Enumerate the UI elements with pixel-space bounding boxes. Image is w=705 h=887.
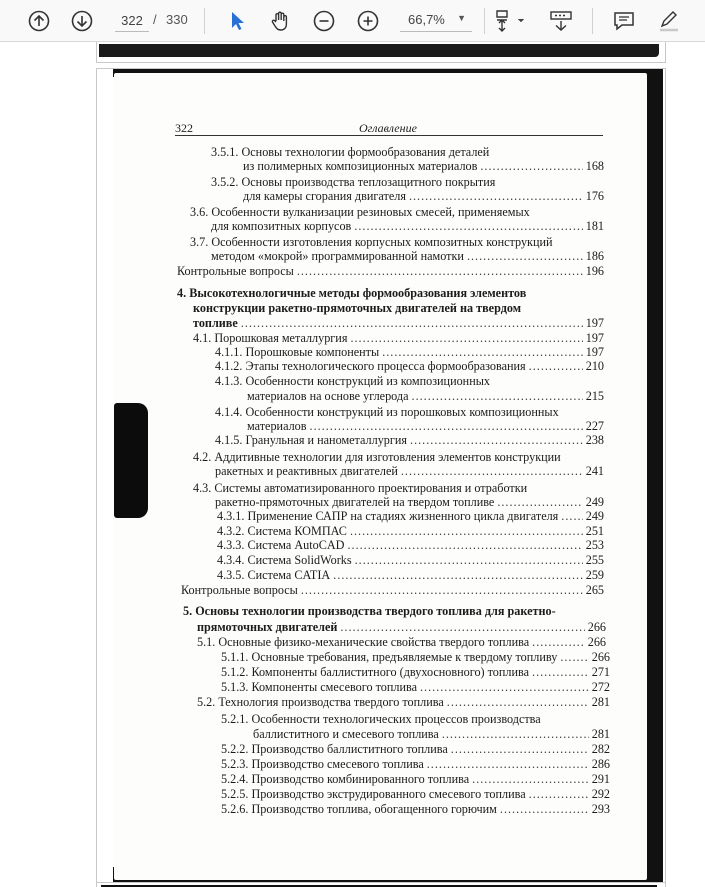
toc-entry: 4.3.1. Применение САПР на стадиях жизненного цикла двигателя ..... 249 bbox=[217, 509, 604, 523]
toc-entry: из полимерных композиционных материалов ..... 168 bbox=[243, 159, 604, 173]
fit-page-icon[interactable] bbox=[492, 7, 528, 35]
toc-entry: 3.5.2. Основы производства теплозащитного покрытия bbox=[211, 175, 496, 189]
toc-entry: 5.1. Основные физико-механические свойства твердого топлива ..... 266 bbox=[197, 635, 606, 649]
arrow-up-circle-icon[interactable] bbox=[25, 7, 53, 35]
toc-entry: 5.1.1. Основные требования, предъявляемые к твердому топливу ..... 266 bbox=[221, 650, 610, 664]
toc-entry: 3.6. Особенности вулканизации резиновых смесей, применяемых bbox=[190, 205, 530, 219]
toc-entry: 4.3.3. Система AutoCAD ..... 253 bbox=[217, 538, 604, 552]
toc-entry: 5.2. Технология производства твердого топлива ..... 281 bbox=[197, 695, 610, 709]
pen-icon[interactable] bbox=[655, 7, 683, 35]
toc-entry: 5.2.6. Производство топлива, обогащенного горючим ..... 293 bbox=[221, 802, 610, 816]
toc-entry: ракетно-прямоточных двигателей на твердом топливе ..... 249 bbox=[215, 495, 604, 509]
document-viewer[interactable] bbox=[0, 42, 705, 887]
toolbar-divider bbox=[204, 8, 205, 34]
zoom-out-icon[interactable] bbox=[310, 7, 338, 35]
scroll-mode-icon[interactable] bbox=[545, 7, 577, 35]
zoom-select[interactable] bbox=[400, 9, 472, 32]
toc-entry: 4.1.3. Особенности конструкций из композиционных bbox=[215, 374, 491, 388]
zoom-in-icon[interactable] bbox=[354, 7, 382, 35]
toc-entry: Контрольные вопросы ..... 265 bbox=[181, 583, 604, 597]
hand-icon[interactable] bbox=[266, 7, 294, 35]
zoom-value: 66,7% bbox=[408, 12, 445, 27]
toc-entry: 4.1.4. Особенности конструкций из порошковых композиционных bbox=[215, 405, 559, 419]
toc-entry: Контрольные вопросы ..... 196 bbox=[177, 264, 604, 278]
toc-entry: 5.1.2. Компоненты баллиститного (двухосновного) топлива ..... 271 bbox=[221, 665, 610, 679]
page-number-input[interactable] bbox=[115, 9, 149, 32]
toc-entry: материалов на основе углерода ..... 215 bbox=[247, 389, 604, 403]
toc-entry: 5.2.4. Производство комбинированного топлива ..... 291 bbox=[221, 772, 610, 786]
toolbar-divider bbox=[592, 8, 593, 34]
toc-entry: ракетных и реактивных двигателей ..... 241 bbox=[215, 464, 604, 478]
toc-entry: 3.5.1. Основы технологии формообразования деталей bbox=[211, 145, 490, 159]
toc-entry: 4.3.2. Система КОМПАС ..... 251 bbox=[217, 524, 604, 538]
chevron-down-icon: ▼ bbox=[457, 13, 466, 23]
toc-entry: 3.7. Особенности изготовления корпусных композитных конструкций bbox=[190, 235, 553, 249]
running-title: Оглавление bbox=[359, 121, 417, 135]
comment-icon[interactable] bbox=[610, 7, 638, 35]
toc-entry: 4.3. Системы автоматизированного проектирования и отработки bbox=[193, 481, 528, 495]
toc-entry: 4.3.5. Система CATIA ..... 259 bbox=[217, 568, 604, 582]
toc-entry: 4.1.2. Этапы технологического процесса формообразования ..... 210 bbox=[215, 359, 604, 373]
toc-entry: для композитных корпусов ..... 181 bbox=[211, 219, 604, 233]
toc-chapter: конструкции ракетно-прямоточных двигателей на твердом bbox=[193, 301, 522, 315]
toolbar-divider bbox=[484, 8, 485, 34]
page-number: 322 bbox=[175, 121, 193, 135]
toc-entry: 4.1.5. Гранульная и нанометаллургия ..... 238 bbox=[215, 433, 604, 447]
toc-entry: методом «мокрой» программированной намотки ..... 186 bbox=[211, 249, 604, 263]
toc-chapter: 4. Высокотехнологичные методы формообразования элементов bbox=[177, 286, 527, 300]
table-of-contents bbox=[97, 69, 666, 887]
next-page-edge bbox=[96, 882, 666, 887]
arrow-down-circle-icon[interactable] bbox=[68, 7, 96, 35]
toc-entry: 5.2.1. Особенности технологических процессов производства bbox=[221, 712, 541, 726]
toc-entry: 5.1.3. Компоненты смесевого топлива ..... 272 bbox=[221, 680, 610, 694]
cursor-icon[interactable] bbox=[223, 7, 251, 35]
toc-entry: баллиститного и смесевого топлива ..... 281 bbox=[253, 727, 610, 741]
pdf-page bbox=[96, 68, 666, 887]
page-total: 330 bbox=[166, 12, 188, 27]
previous-page-edge bbox=[96, 42, 666, 63]
pdf-toolbar bbox=[0, 0, 705, 42]
toc-entry: 4.1.1. Порошковые компоненты ..... 197 bbox=[215, 345, 604, 359]
toc-chapter: прямоточных двигателей ..... 266 bbox=[197, 620, 606, 634]
toc-entry: 5.2.5. Производство экструдированного смесевого топлива ..... 292 bbox=[221, 787, 610, 801]
toc-entry: 4.1. Порошковая металлургия ..... 197 bbox=[193, 331, 604, 345]
toc-entry: материалов ..... 227 bbox=[247, 419, 604, 433]
toc-chapter: 5. Основы технологии производства твердого топлива для ракетно- bbox=[183, 604, 556, 618]
toc-entry: 4.3.4. Система SolidWorks ..... 255 bbox=[217, 553, 604, 567]
toc-entry: для камеры сгорания двигателя ..... 176 bbox=[243, 189, 604, 203]
toc-entry: 5.2.3. Производство смесевого топлива ..... 286 bbox=[221, 757, 610, 771]
toc-entry: 4.2. Аддитивные технологии для изготовления элементов конструкции bbox=[193, 450, 561, 464]
toc-chapter: топливе ..... 197 bbox=[193, 316, 604, 330]
toc-entry: 5.2.2. Производство баллиститного топлива ..... 282 bbox=[221, 742, 610, 756]
page-separator: / bbox=[153, 12, 157, 27]
